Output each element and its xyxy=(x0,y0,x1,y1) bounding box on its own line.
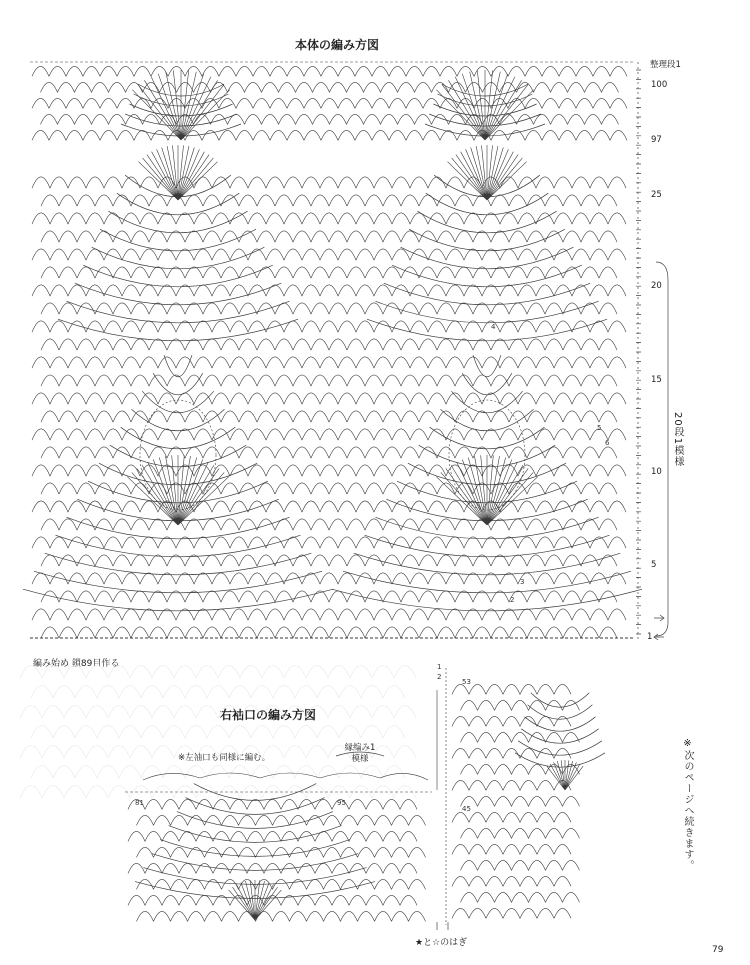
sleeve-side-mesh xyxy=(452,844,571,854)
ghost-print-through xyxy=(20,666,416,799)
body-mesh xyxy=(32,465,626,476)
pineapple-upper-arcs-left xyxy=(58,175,298,341)
sleeve-count-95: 95 xyxy=(337,799,346,807)
sleeve-count-53: 53 xyxy=(462,678,471,686)
body-mesh xyxy=(41,627,617,638)
row-number-10: 10 xyxy=(651,467,662,477)
sleeve-side-mesh xyxy=(461,732,580,742)
sleeve-marker-1: 1 xyxy=(437,663,442,671)
round-marker-4: 4 xyxy=(491,323,496,331)
body-mesh xyxy=(41,447,617,458)
sleeve-side-mesh xyxy=(452,716,571,726)
body-mesh xyxy=(41,591,617,602)
page-number: 79 xyxy=(712,945,724,955)
body-mesh xyxy=(41,483,617,494)
row-number-100: 100 xyxy=(651,80,668,90)
start-note: 編み始め 鎖89目作る xyxy=(33,659,120,669)
body-mesh xyxy=(41,303,617,314)
row-number-20: 20 xyxy=(651,281,662,291)
sleeve-side-mesh xyxy=(452,876,571,886)
top-band-mesh xyxy=(32,130,627,140)
sleeve-mesh xyxy=(137,911,426,921)
row-ticks xyxy=(636,70,641,634)
edging-pattern-label: 縁編み1模様 xyxy=(344,743,376,764)
body-mesh xyxy=(32,609,626,620)
sleeve-side-mesh xyxy=(452,908,571,918)
repeat-label: 20段1模様 xyxy=(672,412,683,468)
ghost-mesh xyxy=(31,686,405,699)
join-markers xyxy=(437,922,448,930)
pineapple-top-fan-right xyxy=(448,145,527,200)
body-mesh xyxy=(32,573,626,584)
main-body-chart xyxy=(23,62,642,638)
top-band-mesh xyxy=(32,98,627,108)
join-note: ★と☆のはぎ xyxy=(415,938,468,948)
sleeve-count-45: 45 xyxy=(462,805,471,813)
sleeve-left-note: ※左袖口も同様に編む。 xyxy=(178,753,271,763)
continued-note: ※次のページへ続きます。 xyxy=(682,738,693,871)
row-number-5: 5 xyxy=(651,560,657,570)
repeat-bracket xyxy=(656,262,668,636)
row-number-97: 97 xyxy=(651,135,662,145)
body-mesh xyxy=(32,429,626,440)
body-mesh xyxy=(41,519,617,530)
sleeve-mesh xyxy=(137,815,426,825)
sleeve-side-mesh xyxy=(461,860,580,870)
sleeve-pineapple-fan xyxy=(229,880,282,920)
sleeve-side-mesh xyxy=(452,812,571,822)
sleeve-side-mesh xyxy=(461,828,580,838)
round-marker-6: 6 xyxy=(605,439,610,447)
ghost-mesh xyxy=(20,666,416,679)
ghost-mesh xyxy=(31,726,405,739)
pineapple-top-fan-left xyxy=(139,145,218,200)
sleeve-count-81: 81 xyxy=(135,799,144,807)
direction-arrow-1 xyxy=(654,615,664,621)
sleeve-side-mesh xyxy=(461,892,580,902)
body-mesh xyxy=(41,267,617,278)
main-chart-title: 本体の編み方図 xyxy=(295,38,380,52)
row-number-15: 15 xyxy=(651,375,662,385)
pineapple-fan-left xyxy=(127,455,228,525)
top-band-fan-left xyxy=(132,70,229,140)
body-mesh xyxy=(32,177,626,188)
body-mesh xyxy=(32,285,626,296)
sleeve-side-mesh xyxy=(461,700,580,710)
sleeve-side-arcs xyxy=(515,693,605,767)
round-marker-3: 3 xyxy=(520,578,525,586)
ghost-mesh xyxy=(31,766,405,779)
sleeve-marker-2: 2 xyxy=(437,673,442,681)
body-mesh xyxy=(32,249,626,260)
sleeve-side-mesh xyxy=(452,748,571,758)
top-band-mesh xyxy=(41,82,619,92)
sleeve-mesh xyxy=(137,847,426,857)
sleeve-chart-title: 右袖口の編み方図 xyxy=(220,708,317,722)
body-mesh xyxy=(32,501,626,512)
body-mesh xyxy=(41,195,617,206)
top-band-mesh xyxy=(32,66,627,76)
ghost-mesh xyxy=(20,706,416,719)
body-mesh xyxy=(32,537,626,548)
row-number-1: 1 xyxy=(647,632,653,642)
round-marker-5: 5 xyxy=(597,424,602,432)
edging-brace xyxy=(336,752,384,756)
sleeve-mesh xyxy=(128,831,417,841)
body-mesh xyxy=(41,375,617,386)
sleeve-side-mesh xyxy=(461,796,580,806)
sleeve-mesh xyxy=(128,799,417,809)
sleeve-mesh xyxy=(137,879,426,889)
round-marker-2: 2 xyxy=(510,596,515,604)
row-number-25: 25 xyxy=(651,190,662,200)
body-mesh xyxy=(32,393,626,404)
body-mesh xyxy=(32,357,626,368)
body-mesh xyxy=(41,231,617,242)
body-mesh xyxy=(41,555,617,566)
pineapple-fan-right xyxy=(436,455,537,525)
body-mesh xyxy=(32,321,626,332)
body-mesh xyxy=(41,411,617,422)
top-band-fan-right xyxy=(436,70,533,140)
sleeve-side-mesh xyxy=(452,684,571,694)
top-band-mesh xyxy=(41,114,619,124)
chart-guides xyxy=(336,62,668,930)
sleeve-side-mesh xyxy=(452,780,571,790)
sleeve-mesh xyxy=(128,863,417,873)
body-mesh xyxy=(41,339,617,350)
header-row-label: 整理段1 xyxy=(650,60,681,70)
